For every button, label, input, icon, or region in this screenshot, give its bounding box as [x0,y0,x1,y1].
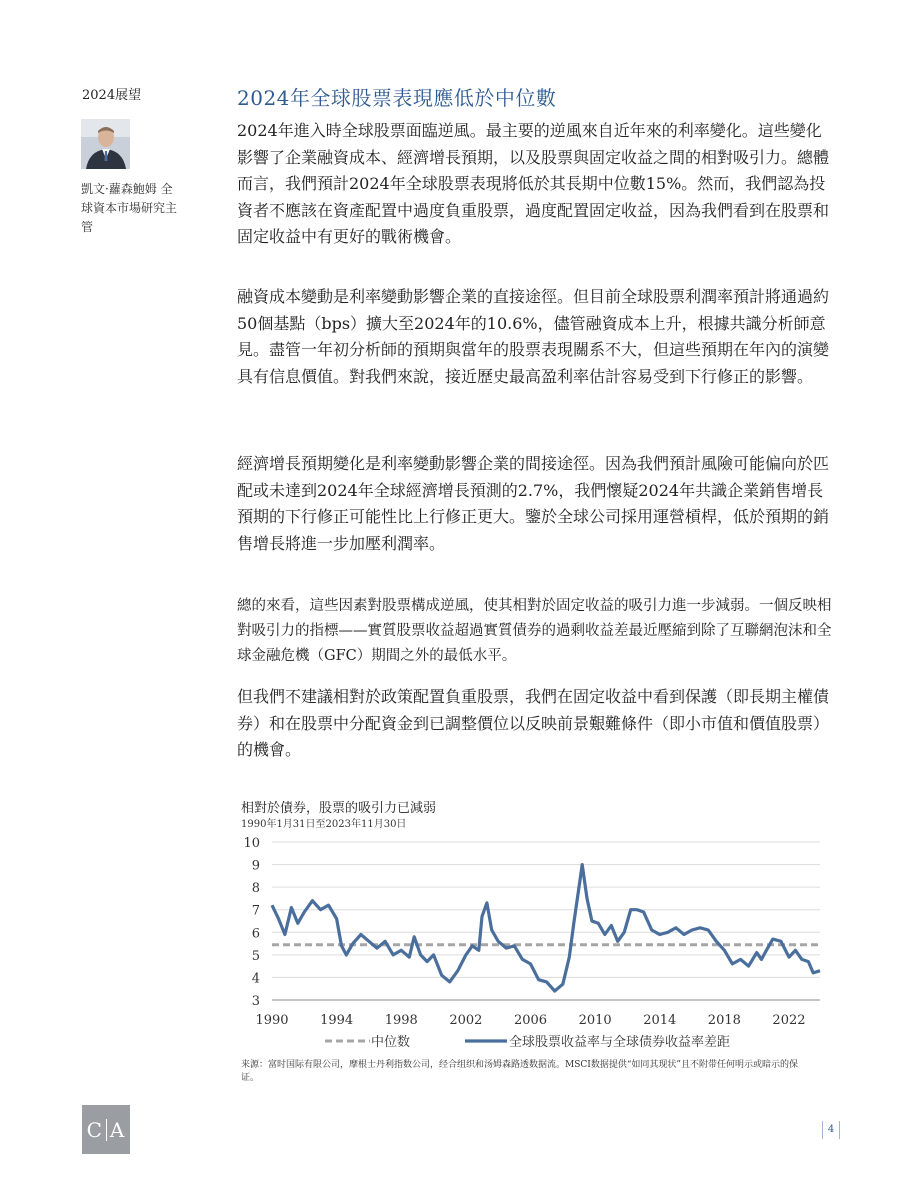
paragraph-summary: 總的來看，這些因素對股票構成逆風，使其相對於固定收益的吸引力進一步減弱。一個反映相對吸引力的指標——實質股票收益超過實質債券的過剩收益差最近壓縮到除了互聯網泡沫和全球金融危機（GFC）期間之外的最低水平。 [237,598,832,664]
logo-letter-c: C [86,1117,103,1142]
side-label: 2024展望 [82,88,142,103]
y-axis-labels [243,836,260,1009]
chart-series [272,865,820,991]
logo-letter-a: A [109,1117,126,1142]
page-title: 2024年全球股票表現應低於中位數 [237,86,557,110]
author-caption: 凱文·蘿森鮑姆 全球資本市場研究主管 [81,182,178,234]
paragraph-recommendation: 但我們不建議相對於政策配置負重股票，我們在固定收益中看到保護（即長期主權債券）和在股票中分配資金到已調整價位以反映前景艱難條件（即小市值和價值股票）的機會。 [237,687,830,759]
page-number: 4 [822,1121,840,1139]
x-tick-label-1994: 1994 [320,1013,354,1028]
legend-label-median: 中位数 [371,1035,411,1050]
chart-grid [272,842,820,1000]
y-tick-label-4: 4 [251,971,260,987]
paragraph-intro: 2024年進入時全球股票面臨逆風。最主要的逆風來自近年來的利率變化。這些變化影響了企業融資成本、經濟增長預期，以及股票與固定收益之間的相對吸引力。總體而言，我們預計2024年全球股票表現將低於其長期中位數15%。然而，我們認為投資者不應該在資產配置中過度負重股票，過度配置固定收益，因為我們看到在股票和固定收益中有更好的戰術機會。 [237,121,830,246]
x-tick-label-2022: 2022 [772,1013,806,1028]
logo-divider [106,1119,107,1141]
x-tick-label-2018: 2018 [707,1013,741,1028]
x-tick-label-2006: 2006 [513,1013,548,1028]
chart-subtitle: 1990年1月31日至2023年11月30日 [241,819,407,830]
x-tick-label-2014: 2014 [643,1013,677,1028]
paragraph-financing-cost: 融資成本變動是利率變動影響企業的直接途徑。但目前全球股票利潤率預計將通過約50個基點（bps）擴大至2024年的10.6%，儘管融資成本上升，根據共識分析師意見。盡管一年初分析師的預期與當年的股票表現關系不大，但這些預期在年內的演變具有信息價值。對我們來說，接近歷史最高盈利率估計容易受到下行修正的影響。 [237,287,830,386]
equity-bond-yield-gap-chart [230,830,830,1052]
paragraph-growth: 經濟增長預期變化是利率變動影響企業的間接途徑。因為我們預計風險可能偏向於匹配或未達到2024年全球經濟增長預測的2.7%，我們懷疑2024年共識企業銷售增長預期的下行修正可能性比上行修正更大。鑒於全球公司採用運營槓桿，低於預期的銷售增長將進一步加壓利潤率。 [237,454,830,553]
source-note: 来源：富时国际有限公司，摩根士丹利指数公司，经合组织和汤姆森路透数据流。MSCI数据提供“如同其现状”且不附带任何明示或暗示的保证。 [241,1060,799,1083]
y-tick-label-3: 3 [251,994,260,1009]
legend-label-yield-gap: 全球股票收益率与全球债券收益率差距 [509,1035,731,1050]
y-tick-label-7: 7 [251,903,260,919]
chart-legend [325,1034,730,1050]
y-tick-label-10: 10 [243,836,260,851]
y-tick-label-6: 6 [251,926,260,942]
yield-gap-line [272,865,820,991]
x-tick-label-1998: 1998 [384,1013,418,1028]
x-tick-label-1990: 1990 [255,1013,289,1028]
y-tick-label-9: 9 [251,858,260,874]
x-tick-label-2002: 2002 [449,1013,483,1028]
author-avatar [81,119,130,169]
x-tick-label-2010: 2010 [578,1013,612,1028]
y-tick-label-5: 5 [251,948,260,964]
x-axis-labels [255,1013,805,1028]
chart-title: 相對於債券，股票的吸引力已減弱 [241,801,437,816]
author-photo [81,119,130,169]
y-tick-label-8: 8 [251,881,260,897]
company-logo [82,1105,130,1154]
